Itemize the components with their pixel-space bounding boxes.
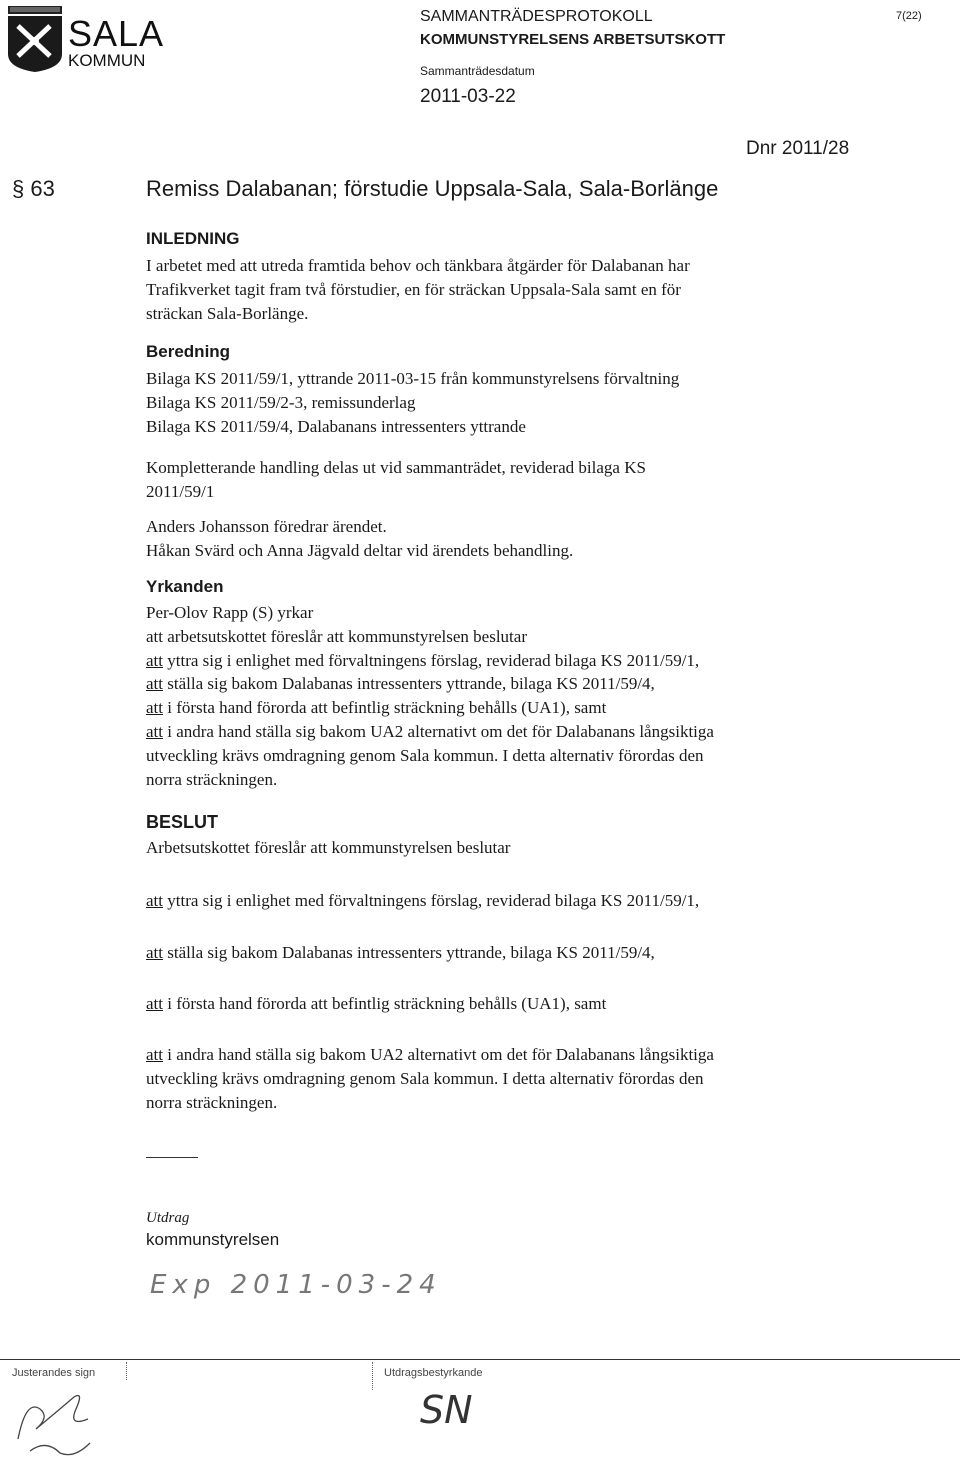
yrkanden-text: [146, 601, 714, 791]
utdrag-label: Utdrag: [146, 1210, 190, 1226]
logo-subname: KOMMUN: [68, 51, 146, 70]
attachment-item: Bilaga KS 2011/59/1, yttrande 2011-03-15 från kommunstyrelsens förvaltning: [146, 369, 680, 388]
footer-divider: [126, 1362, 127, 1380]
attachment-list: [146, 367, 679, 438]
inledning-heading: INLEDNING: [146, 229, 240, 248]
page-number: 7(22): [896, 10, 922, 22]
section-title: Remiss Dalabanan; förstudie Uppsala-Sala, Sala-Borlänge: [146, 176, 719, 201]
motion-text: i första hand förorda att befintlig sträckning behålls (UA1), samt: [163, 698, 607, 718]
presenter-note: Anders Johansson föredrar ärendet.: [146, 517, 387, 536]
supplementary-document-note: [146, 456, 646, 504]
decision-text: yttra sig i enlighet med förvaltningens förslag, reviderad bilaga KS 2011/59/1,: [163, 891, 700, 910]
motion-text: ställa sig bakom Dalabanas intressenters yttrande, bilaga KS 2011/59/4,: [163, 674, 655, 694]
motion-item: [146, 720, 714, 744]
decision-text: ställa sig bakom Dalabanas intressenters yttrande, bilaga KS 2011/59/4,: [163, 943, 655, 962]
motion-text: yttra sig i enlighet med förvaltningens förslag, reviderad bilaga KS 2011/59/1,: [163, 650, 700, 670]
decision-item: [146, 889, 699, 913]
decision-item-multiline: [146, 1043, 714, 1114]
text-line: sträckan Sala-Borlänge.: [146, 303, 309, 323]
document-type: SAMMANTRÄDESPROTOKOLL: [420, 8, 653, 25]
meeting-date-label: Sammanträdesdatum: [420, 64, 535, 78]
att-word: att: [146, 721, 163, 741]
decision-item: [146, 992, 606, 1016]
utdragsbestyrkande-label: Utdragsbestyrkande: [384, 1367, 483, 1379]
footer-divider: [372, 1362, 373, 1390]
motion-text: i andra hand ställa sig bakom UA2 alternativt om det för Dalabanans långsiktiga: [163, 721, 714, 741]
beslut-intro: Arbetsutskottet föreslår att kommunstyrelsen beslutar: [146, 838, 511, 857]
text-line: utveckling krävs omdragning genom Sala kommun. I detta alternativ förordas den: [146, 745, 704, 765]
att-word: att: [146, 698, 163, 718]
att-word: att: [146, 891, 163, 910]
text-line: att arbetsutskottet föreslår att kommunstyrelsen beslutar: [146, 626, 527, 646]
att-word: att: [146, 674, 163, 694]
motion-item: [146, 696, 714, 720]
text-line: norra sträckningen.: [146, 769, 278, 789]
decision-text: i första hand förorda att befintlig sträckning behålls (UA1), samt: [163, 994, 607, 1013]
footer-rule: [0, 1359, 960, 1360]
text-line: utveckling krävs omdragning genom Sala kommun. I detta alternativ förordas den: [146, 1068, 704, 1088]
att-word: att: [146, 650, 163, 670]
diary-number: Dnr 2011/28: [746, 138, 850, 159]
handwritten-initials: SN: [420, 1388, 473, 1432]
attachment-item: Bilaga KS 2011/59/2-3, remissunderlag: [146, 392, 416, 412]
motion-item: [146, 649, 714, 673]
meeting-date: 2011-03-22: [420, 86, 516, 107]
separator-line: [146, 1157, 198, 1158]
municipality-logo: [6, 4, 164, 74]
beredning-heading: Beredning: [146, 342, 231, 361]
section-number: § 63: [12, 176, 55, 201]
attachment-item: Bilaga KS 2011/59/4, Dalabanans intressenters yttrande: [146, 416, 526, 436]
decision-item: [146, 941, 655, 965]
logo-name: SALA: [68, 13, 165, 54]
justerandes-sign-label: Justerandes sign: [12, 1367, 96, 1379]
sala-crest-icon: [6, 4, 66, 74]
text-line: norra sträckningen.: [146, 1092, 278, 1112]
utdrag-recipient: kommunstyrelsen: [146, 1230, 280, 1249]
participants-note: Håkan Svärd och Anna Jägvald deltar vid ärendets behandling.: [146, 541, 574, 560]
att-word: att: [146, 1045, 163, 1064]
att-word: att: [146, 943, 163, 962]
committee-name: KOMMUNSTYRELSENS ARBETSUTSKOTT: [420, 31, 726, 48]
text-line: Per-Olov Rapp (S) yrkar: [146, 603, 314, 622]
decision-text: i andra hand ställa sig bakom UA2 alternativt om det för Dalabanans långsiktiga: [163, 1045, 714, 1064]
yrkanden-heading: Yrkanden: [146, 577, 224, 596]
text-line: Kompletterande handling delas ut vid sammanträdet, reviderad bilaga KS: [146, 458, 646, 477]
text-line: Trafikverket tagit fram två förstudier, en för sträckan Uppsala-Sala samt en för: [146, 279, 681, 299]
motion-item: [146, 672, 714, 696]
att-word: att: [146, 994, 163, 1013]
text-line: 2011/59/1: [146, 481, 215, 501]
inledning-text: [146, 254, 690, 325]
beslut-heading: BESLUT: [146, 812, 218, 832]
expedition-stamp: Exp 2011-03-24: [150, 1270, 442, 1300]
handwritten-signature: [0, 1369, 110, 1459]
text-line: I arbetet med att utreda framtida behov och tänkbara åtgärder för Dalabanan har: [146, 256, 690, 275]
